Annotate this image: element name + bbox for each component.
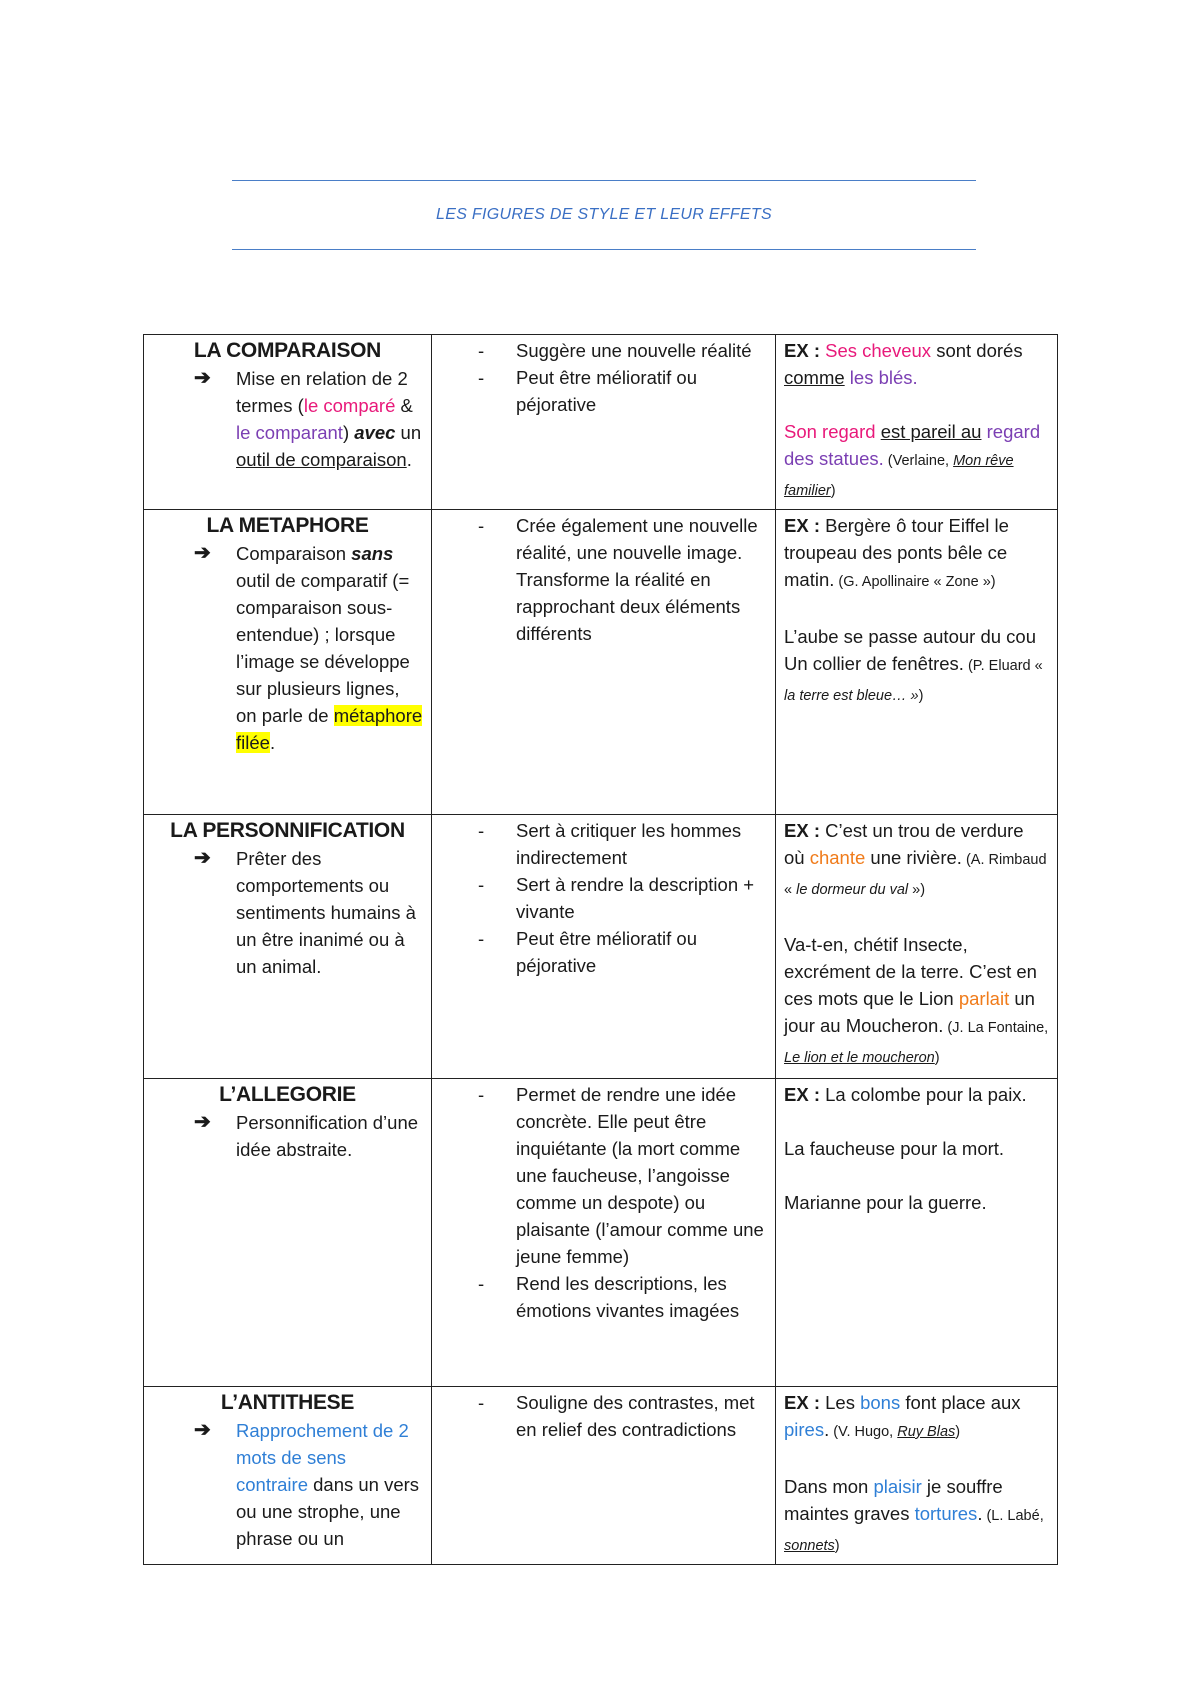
source: ») [908, 882, 926, 898]
definition [194, 845, 423, 980]
effects-cell [432, 815, 776, 1079]
source-work: le dormeur du val [796, 882, 909, 898]
dash-bullet: - [478, 874, 485, 895]
text: . [824, 1419, 830, 1440]
table-row [144, 510, 1058, 815]
effect-item [478, 871, 767, 925]
figure-title: LA COMPARAISON [193, 339, 382, 362]
figure-cell [144, 335, 432, 510]
text: & [395, 395, 413, 416]
text: Crée également une nouvelle réalité, une nouvelle image. [516, 515, 758, 563]
text: un jour au Moucheron. [784, 988, 1035, 1036]
source: (P. Eluard « [963, 658, 1043, 674]
sans-emphasis: sans [351, 543, 394, 564]
definition-text: Personnification d’une idée abstraite. [236, 1112, 419, 1160]
figure-title: LA PERSONNIFICATION [170, 819, 405, 842]
compare-term: le comparé [303, 395, 396, 416]
text: Son regard [784, 421, 876, 442]
text: Mise en relation de 2 termes ( [236, 368, 408, 416]
effect-item [478, 817, 767, 871]
text: tortures [914, 1503, 978, 1524]
text: sont dorés [931, 340, 1023, 361]
title-rule-bottom [232, 249, 976, 250]
effect-item [478, 1081, 767, 1270]
examples-cell [776, 510, 1058, 815]
dash-bullet: - [478, 340, 485, 361]
text: La colombe pour la paix. [819, 1084, 1027, 1105]
example [784, 931, 1049, 1072]
ex-label: EX : [784, 515, 820, 536]
dash-bullet: - [478, 820, 485, 841]
effect-text: Sert à rendre la description + vivante [516, 874, 755, 922]
source-work: Mon rêve familier [784, 453, 1014, 499]
table-row [144, 1079, 1058, 1387]
text: Comparaison [236, 543, 352, 564]
ex-label: EX : [784, 340, 820, 361]
text: Rapprochement de 2 mots de sens contraire [236, 1420, 409, 1495]
effects-cell [432, 335, 776, 510]
text: pires [784, 1419, 825, 1440]
source: (V. Hugo, [829, 1424, 898, 1440]
definition-text [236, 1417, 423, 1552]
figure-title: LA METAPHORE [206, 514, 369, 537]
source: (G. Apollinaire « Zone ») [834, 574, 996, 590]
outil-term: outil de comparaison [236, 449, 407, 470]
source: ) [955, 1424, 961, 1440]
text: C’est un trou de verdure où [784, 820, 1024, 868]
highlight: métaphore filée [236, 705, 423, 753]
text: Ses cheveux [825, 340, 932, 361]
text: dans un vers ou une strophe, une phrase ou un [236, 1474, 420, 1549]
dash-bullet: - [478, 367, 485, 388]
source: ) [834, 1538, 840, 1554]
effect-item [478, 925, 767, 979]
source: ) [934, 1050, 940, 1066]
source-work: Le lion et le moucheron [784, 1050, 935, 1066]
ex-label: EX : [784, 820, 820, 841]
definition-text: Prêter des comportements ou sentiments humains à un être inanimé ou à un animal. [236, 848, 416, 977]
dash-bullet: - [478, 1273, 485, 1294]
definition [194, 365, 423, 473]
examples-cell [776, 1387, 1058, 1565]
text: plaisir [873, 1476, 922, 1497]
text: parlait [958, 988, 1010, 1009]
text: . [269, 732, 276, 753]
effects-cell [432, 1387, 776, 1565]
right-arrow-icon: ➔ [194, 1419, 211, 1441]
examples-cell [776, 335, 1058, 510]
source: ) [830, 483, 836, 499]
dash-bullet: - [478, 928, 485, 949]
text: les blés. [849, 367, 918, 388]
source: (L. Labé, [982, 1508, 1044, 1524]
effects-cell [432, 510, 776, 815]
figure-cell [144, 1387, 432, 1565]
example [784, 512, 1049, 596]
source: ) [918, 688, 924, 704]
source: (Verlaine, [883, 453, 954, 469]
text: . [406, 449, 412, 470]
text: un [395, 422, 422, 443]
right-arrow-icon: ➔ [194, 367, 211, 389]
text: chante [809, 847, 866, 868]
dash-bullet: - [478, 1392, 485, 1413]
text: bons [860, 1392, 901, 1413]
effect-text: Sert à critiquer les hommes indirectement [516, 820, 742, 868]
definition-text [236, 365, 423, 473]
example [784, 623, 1049, 710]
effect-text: Rend les descriptions, les émotions vivantes imagées [516, 1273, 740, 1321]
text: outil de comparatif (= comparaison sous-entendue) ; lorsque l’image se développe sur plusieurs lignes, on parle de [236, 570, 410, 726]
effect-item [478, 512, 767, 647]
text: comme [784, 367, 845, 388]
example: Marianne pour la guerre. [784, 1192, 987, 1213]
text: regard des statues. [784, 421, 1041, 469]
effect-text [516, 512, 767, 647]
effect-item [478, 364, 767, 418]
definition-text [236, 540, 423, 756]
example [784, 418, 1049, 505]
table-row [144, 335, 1058, 510]
source-work: sonnets [784, 1538, 835, 1554]
text: . [977, 1503, 983, 1524]
figure-cell [144, 510, 432, 815]
example [784, 337, 1049, 391]
example [784, 1081, 1049, 1108]
examples-cell [776, 815, 1058, 1079]
source-work: la terre est bleue… » [784, 688, 919, 704]
text: Les [819, 1392, 861, 1413]
ex-label: EX : [784, 1084, 820, 1105]
effect-text: Suggère une nouvelle réalité [516, 340, 752, 361]
effects-cell [432, 1079, 776, 1387]
effect-item [478, 337, 767, 364]
definition [194, 1109, 423, 1163]
right-arrow-icon: ➔ [194, 1111, 211, 1133]
example [784, 1473, 1049, 1560]
table-row [144, 815, 1058, 1079]
text: ) [342, 422, 355, 443]
effect-item [478, 1270, 767, 1324]
avec-emphasis: avec [354, 422, 396, 443]
example [784, 1389, 1049, 1446]
text: Bergère ô tour Eiffel le troupeau des ponts bêle ce matin. [784, 515, 1009, 590]
examples-cell [776, 1079, 1058, 1387]
source-work: Ruy Blas [897, 1424, 956, 1440]
text: est pareil au [880, 421, 982, 442]
right-arrow-icon: ➔ [194, 542, 211, 564]
definition [194, 540, 423, 756]
figures-table [143, 334, 1058, 1565]
text: Transforme la réalité en rapprochant deux éléments différents [516, 569, 741, 644]
text: une rivière. [865, 847, 962, 868]
text: Un collier de fenêtres. [784, 653, 964, 674]
effect-item [478, 1389, 767, 1443]
text: Dans mon [784, 1476, 874, 1497]
title-rule-top [232, 180, 976, 181]
dash-bullet: - [478, 1084, 485, 1105]
effect-text: Peut être mélioratif ou péjorative [516, 367, 697, 415]
figure-cell [144, 815, 432, 1079]
text: font place aux [900, 1392, 1021, 1413]
source: (A. Rimbaud « [784, 852, 1047, 898]
text: L’aube se passe autour du cou [784, 626, 1036, 647]
ex-label: EX : [784, 1392, 820, 1413]
document-title: LES FIGURES DE STYLE ET LEUR EFFETS [436, 206, 772, 223]
right-arrow-icon: ➔ [194, 847, 211, 869]
effect-text: Permet de rendre une idée concrète. Elle peut être inquiétante (la mort comme une faucheuse, l’angoisse comme un despote) ou plaisante (l’amour comme une jeune femme) [516, 1084, 764, 1267]
figure-cell [144, 1079, 432, 1387]
example [784, 817, 1049, 904]
dash-bullet: - [478, 515, 485, 536]
text: Va-t-en, chétif Insecte, excrément de la terre. C’est en ces mots que le Lion [784, 934, 1037, 1009]
comparant-term: le comparant [236, 422, 343, 443]
effect-text: Peut être mélioratif ou péjorative [516, 928, 697, 976]
text: je souffre maintes graves [784, 1476, 1003, 1524]
figure-title: L’ANTITHESE [220, 1391, 355, 1414]
table-row [144, 1387, 1058, 1565]
example: La faucheuse pour la mort. [784, 1138, 1005, 1159]
definition [194, 1417, 423, 1552]
source: (J. La Fontaine, [943, 1020, 1049, 1036]
figure-title: L’ALLEGORIE [219, 1083, 356, 1106]
effect-text: Souligne des contrastes, met en relief des contradictions [516, 1392, 755, 1440]
